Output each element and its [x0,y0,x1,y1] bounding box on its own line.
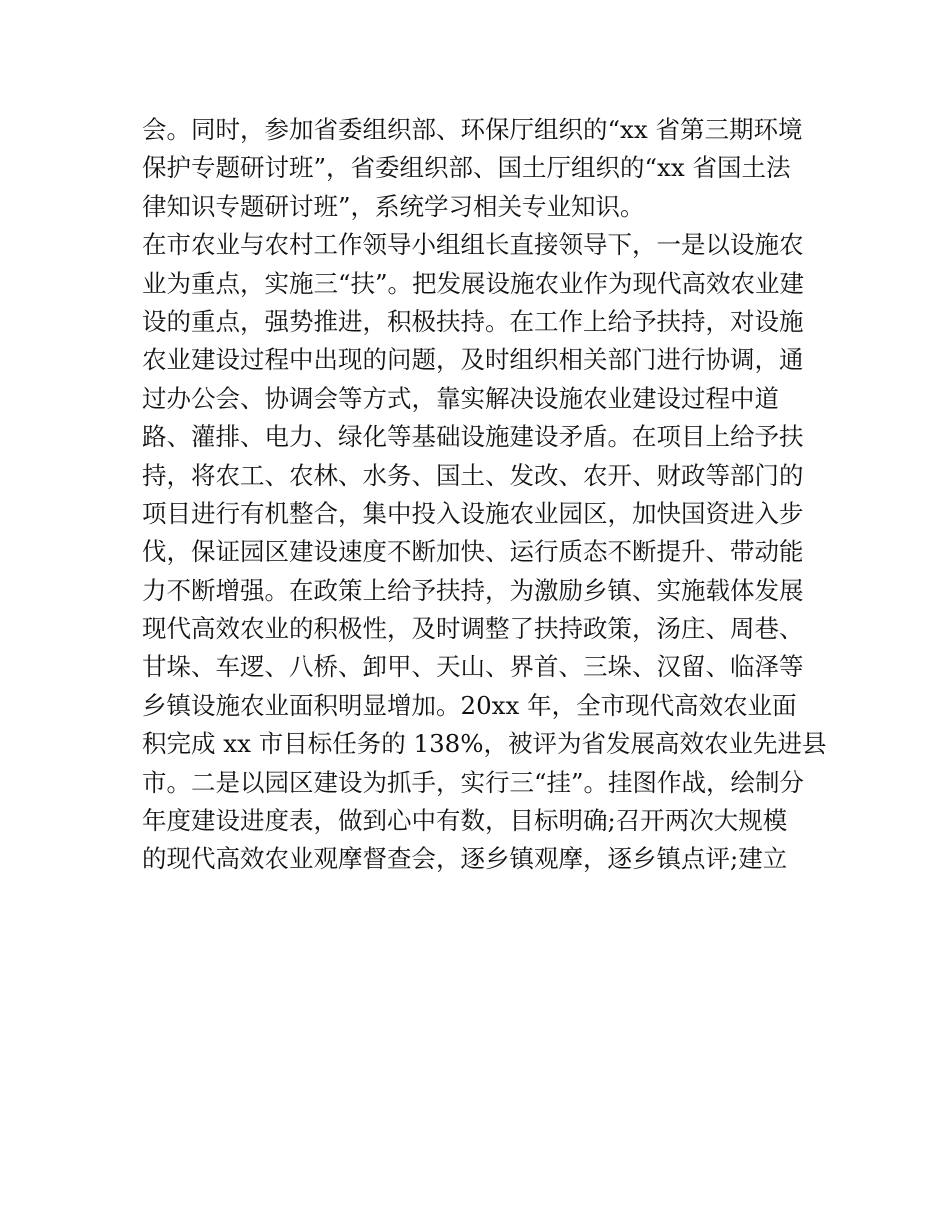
text-line: 现代高效农业的积极性，及时调整了扶持政策，汤庄、周巷、 [142,614,804,644]
text-line: 甘垛、车逻、八桥、卸甲、天山、界首、三垛、汉留、临泽等 [142,652,804,682]
text-line: 的现代高效农业观摩督查会，逐乡镇观摩，逐乡镇点评;建立 [142,844,788,874]
text-line: 力不断增强。在政策上给予扶持，为激励乡镇、实施载体发展 [142,575,804,605]
text-line: 农业建设过程中出现的问题，及时组织相关部门进行协调，通 [142,345,804,375]
text-line: 保护专题研讨班”，省委组织部、国土厅组织的“xx 省国土法 [142,153,791,183]
text-line: 积完成 xx 市目标任务的 138%，被评为省发展高效农业先进县 [142,729,827,759]
text-line: 在市农业与农村工作领导小组组长直接领导下，一是以设施农 [142,230,804,260]
text-line: 项目进行有机整合，集中投入设施农业园区，加快国资进入步 [142,498,804,528]
text-line: 乡镇设施农业面积明显增加。20xx 年，全市现代高效农业面 [142,690,797,720]
text-line: 过办公会、协调会等方式，靠实解决设施农业建设过程中道 [142,383,779,413]
text-line: 设的重点，强势推进，积极扶持。在工作上给予扶持，对设施 [142,306,804,336]
text-line: 律知识专题研讨班”，系统学习相关专业知识。 [142,191,645,221]
text-line: 伐，保证园区建设速度不断加快、运行质态不断提升、带动能 [142,537,804,567]
text-line: 路、灌排、电力、绿化等基础设施建设矛盾。在项目上给予扶 [142,422,804,452]
body-text [142,111,827,879]
text-line: 会。同时，参加省委组织部、环保厅组织的“xx 省第三期环境 [142,115,803,144]
text-line: 业为重点，实施三“扶”。把发展设施农业作为现代高效农业建 [142,268,805,298]
text-line: 持，将农工、农林、水务、国土、发改、农开、财政等部门的 [142,460,804,490]
text-line: 年度建设进度表，做到心中有数，目标明确;召开两次大规模 [142,806,788,836]
text-line: 市。二是以园区建设为抓手，实行三“挂”。挂图作战，绘制分 [142,767,805,797]
